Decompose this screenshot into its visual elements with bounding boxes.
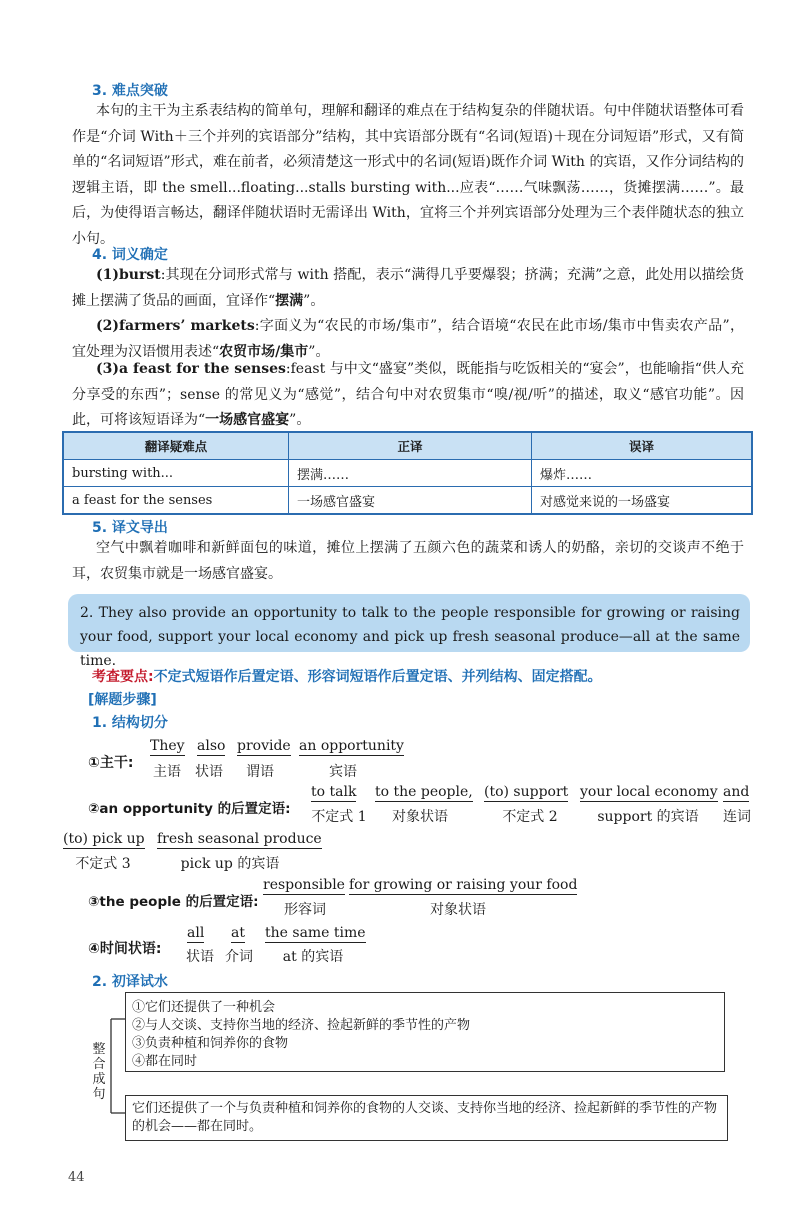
side-char: 整 (92, 1042, 106, 1057)
term-2-end: ”。 (308, 343, 330, 360)
row-1-role: 谓语 (246, 764, 274, 780)
row-3-word: for growing or raising your food (349, 877, 578, 893)
row-2-word: and (723, 784, 750, 800)
term-1-paragraph (72, 263, 744, 314)
row-2-role: 对象状语 (392, 809, 448, 825)
translation-table (62, 431, 753, 515)
step-1-heading: 1. 结构切分 (92, 715, 168, 731)
draft-line: ④都在同时 (132, 1054, 198, 1069)
term-3-text: :feast 与中文“盛宴”类似，既能指与吃饭相关的“宴会”，也能喻指“供人充分享受的东西”；sense 的常见义为“感觉”，结合句中对农贸集市“嗅/视/听”的描述，取义“感官功能”。因此，可将该短语译为“ (72, 361, 744, 428)
section-3-heading: 3. 难点突破 (92, 83, 168, 99)
row-2-role: 连词 (723, 809, 751, 825)
exam-points-text: 不定式短语作后置定语、形容词短语作后置定语、并列结构、固定搭配。 (153, 669, 602, 685)
draft-line: ②与人交谈、支持你当地的经济、捡起新鲜的季节性的产物 (132, 1018, 471, 1033)
step-2-heading: 2. 初译试水 (92, 974, 168, 990)
row-2b-word: fresh seasonal produce (157, 831, 322, 847)
row-2-word: to the people, (375, 784, 473, 800)
section-3-paragraph: 本句的主干为主系表结构的简单句，理解和翻译的难点在于结构复杂的伴随状语。句中伴随状语整体可看作是“介词 With＋三个并列的宾语部分”结构，其中宾语部分既有“名词(短语)＋现在分词短语”形式，又有简单的“名词短语”形式，难在前者，必须清楚这一形式中的名词(短语)既作介词 With 的宾语，又作分词结构的逻辑主语，即 the smell...floating...stalls bursting with...应表“……气味飘荡……，货摊摆满……”。最后，为使得语言畅达，翻译伴随状语时无需译出 With，宜将三个并列宾语部分处理为三个表伴随状态的独立小句。 (72, 103, 744, 247)
table-cell: 对感觉来说的一场盛宴 (532, 487, 753, 515)
row-4-role: 介词 (225, 949, 253, 965)
side-char: 句 (92, 1087, 106, 1102)
table-cell: 一场感官盛宴 (289, 487, 532, 515)
row-1-role: 宾语 (329, 764, 357, 780)
term-3-paragraph (72, 357, 744, 434)
row-1-word: provide (237, 738, 291, 754)
term-2-key: 农贸市场/集市 (219, 343, 309, 360)
sentence-2-box (68, 594, 750, 669)
row-2-role: 不定式 1 (311, 809, 367, 825)
row-2-role: support 的宾语 (597, 809, 699, 825)
steps-label: [解题步骤] (88, 692, 157, 708)
page-number: 44 (68, 1170, 85, 1185)
draft-result-box (125, 1095, 728, 1141)
row-3-word: responsible (263, 877, 345, 893)
row-3-label: ③the people 的后置定语: (88, 894, 259, 910)
table-cell: a feast for the senses (63, 487, 289, 515)
table-header: 正译 (289, 432, 532, 460)
term-1-label: (1)burst (96, 267, 161, 283)
table-row (63, 487, 752, 515)
side-char: 成 (92, 1072, 106, 1087)
term-1-end: ”。 (303, 292, 325, 309)
row-3-role: 形容词 (284, 902, 326, 918)
table-cell: bursting with... (63, 460, 289, 487)
draft-parts-box (125, 992, 725, 1072)
draft-line: ①它们还提供了一种机会 (132, 1000, 276, 1015)
row-1-role: 主语 (153, 764, 181, 780)
section-5-heading: 5. 译文导出 (92, 520, 168, 536)
draft-side-label (91, 1042, 107, 1102)
term-2-text: :字面义为“农民的市场/集市”，结合语境“农民在此市场/集市中售卖农产品”，宜处理为汉语惯用表述“ (72, 318, 745, 360)
row-2-role: 不定式 2 (502, 809, 558, 825)
side-char: 合 (92, 1057, 106, 1072)
row-2-word: (to) support (484, 784, 569, 800)
draft-result: 它们还提供了一个与负责种植和饲养你的食物的人交谈、支持你当地的经济、捡起新鲜的季节性的产物的机会——都在同时。 (132, 1101, 718, 1134)
row-1-label: ①主干: (88, 755, 134, 771)
table-header: 误译 (532, 432, 753, 460)
exam-points-label: 考查要点: (92, 669, 154, 685)
table-header-row (63, 432, 752, 460)
row-4-word: at (231, 925, 245, 941)
row-4-word: all (187, 925, 205, 941)
term-1-text: :其现在分词形式常与 with 搭配，表示“满得几乎要爆裂；挤满；充满”之意，此处用以描绘货摊上摆满了货品的画面，宜译作“ (72, 267, 744, 309)
table-header: 翻译疑难点 (63, 432, 289, 460)
term-3-label: (3)a feast for the senses (96, 361, 286, 377)
row-1-role: 状语 (195, 764, 223, 780)
row-3-role: 对象状语 (430, 902, 486, 918)
row-2b-role: pick up 的宾语 (180, 856, 280, 872)
row-4-role: at 的宾语 (282, 949, 344, 965)
term-3-key: 一场感官盛宴 (205, 412, 290, 428)
term-2-label: (2)farmers’ markets (96, 318, 255, 334)
row-4-word: the same time (265, 925, 366, 941)
row-2-label: ②an opportunity 的后置定语: (88, 801, 291, 817)
row-2b-word: (to) pick up (63, 831, 145, 847)
row-2-word: to talk (311, 784, 357, 800)
table-cell: 摆满…… (289, 460, 532, 487)
draft-line: ③负责种植和饲养你的食物 (132, 1036, 289, 1051)
exam-points (92, 666, 602, 686)
row-2-word: your local economy (580, 784, 718, 800)
row-4-label: ④时间状语: (88, 941, 162, 957)
term-1-key: 摆满 (275, 292, 304, 309)
term-3-end: ”。 (289, 412, 311, 428)
row-1-word: also (197, 738, 226, 754)
row-4-role: 状语 (186, 949, 214, 965)
section-5-paragraph: 空气中飘着咖啡和新鲜面包的味道，摊位上摆满了五颜六色的蔬菜和诱人的奶酪，亲切的交谈声不绝于耳，农贸集市就是一场感官盛宴。 (72, 540, 744, 582)
sentence-2-text: 2. They also provide an opportunity to talk to the people responsible for growing or raising your food, support your local economy and pick up fresh seasonal produce—all at the same time. (80, 605, 740, 669)
row-1-word: They (150, 738, 185, 754)
table-cell: 爆炸…… (532, 460, 753, 487)
table-row (63, 460, 752, 487)
row-1-word: an opportunity (299, 738, 404, 754)
row-2b-role: 不定式 3 (75, 856, 131, 872)
section-4-heading: 4. 词义确定 (92, 247, 168, 263)
